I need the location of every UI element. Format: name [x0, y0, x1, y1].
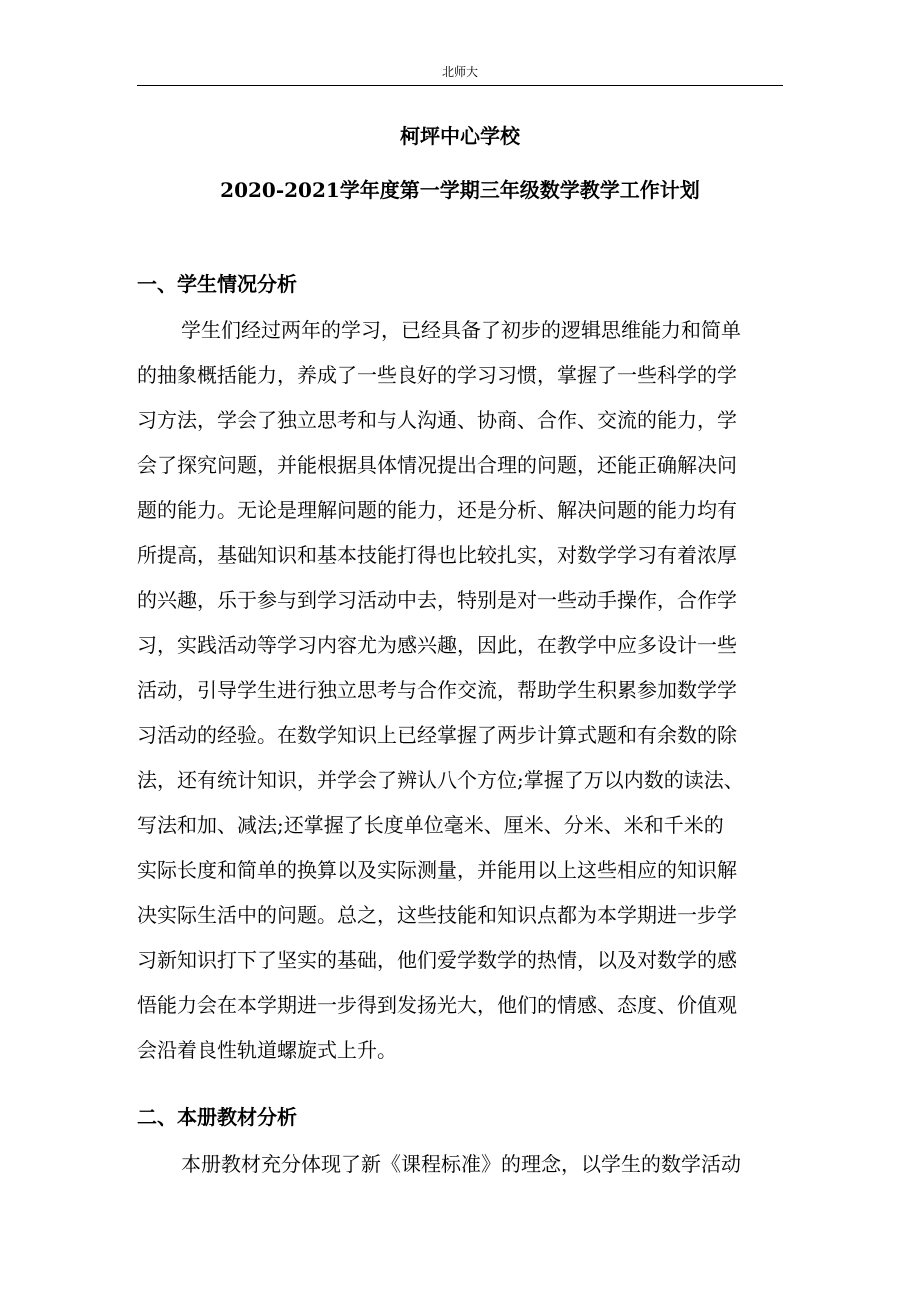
paragraph-line: 本册教材充分体现了新《课程标准》的理念，以学生的数学活动: [181, 1152, 741, 1176]
paragraph-line: 的抽象概括能力，养成了一些良好的学习习惯，掌握了一些科学的学: [137, 363, 737, 387]
paragraph-line: 法，还有统计知识，并学会了辨认八个方位;掌握了万以内数的读法、: [137, 768, 744, 792]
paragraph-line: 习方法，学会了独立思考和与人沟通、协商、合作、交流的能力，学: [137, 408, 737, 432]
paragraph-line: 实际长度和简单的换算以及实际测量，并能用以上这些相应的知识解: [137, 858, 737, 882]
paragraph-line: 所提高，基础知识和基本技能打得也比较扎实，对数学学习有着浓厚: [137, 543, 737, 567]
paragraph-line: 会沿着良性轨道螺旋式上升。: [137, 1038, 397, 1062]
paragraph-line: 的兴趣，乐于参与到学习活动中去，特别是对一些动手操作，合作学: [137, 588, 737, 612]
page-header: [137, 60, 783, 86]
paragraph-line: 习活动的经验。在数学知识上已经掌握了两步计算式题和有余数的除: [137, 723, 737, 747]
paragraph-line: 习，实践活动等学习内容尤为感兴趣，因此，在教学中应多设计一些: [137, 633, 737, 657]
paragraph-line: 决实际生活中的问题。总之，这些技能和知识点都为本学期进一步学: [137, 903, 737, 927]
paragraph-line: 写法和加、减法;还掌握了长度单位毫米、厘米、分米、米和千米的: [137, 813, 724, 837]
paragraph-line: 习新知识打下了坚实的基础，他们爱学数学的热情，以及对数学的感: [137, 948, 737, 972]
section-heading-student-analysis: 一、学生情况分析: [137, 272, 297, 296]
plan-title: 2020-2021学年度第一学期三年级数学教学工作计划: [220, 178, 700, 202]
school-title: 柯坪中心学校: [400, 124, 520, 148]
paragraph-line: 活动，引导学生进行独立思考与合作交流，帮助学生积累参加数学学: [137, 678, 737, 702]
paragraph-line: 会了探究问题，并能根据具体情况提出合理的问题，还能正确解决问: [137, 453, 737, 477]
paragraph-line: 悟能力会在本学期进一步得到发扬光大，他们的情感、态度、价值观: [137, 993, 737, 1017]
paragraph-line: 题的能力。无论是理解问题的能力，还是分析、解决问题的能力均有: [137, 498, 737, 522]
paragraph-line: 学生们经过两年的学习，已经具备了初步的逻辑思维能力和简单: [181, 318, 741, 342]
section-heading-textbook-analysis: 二、本册教材分析: [137, 1105, 297, 1129]
header-text: 北师大: [441, 65, 478, 79]
